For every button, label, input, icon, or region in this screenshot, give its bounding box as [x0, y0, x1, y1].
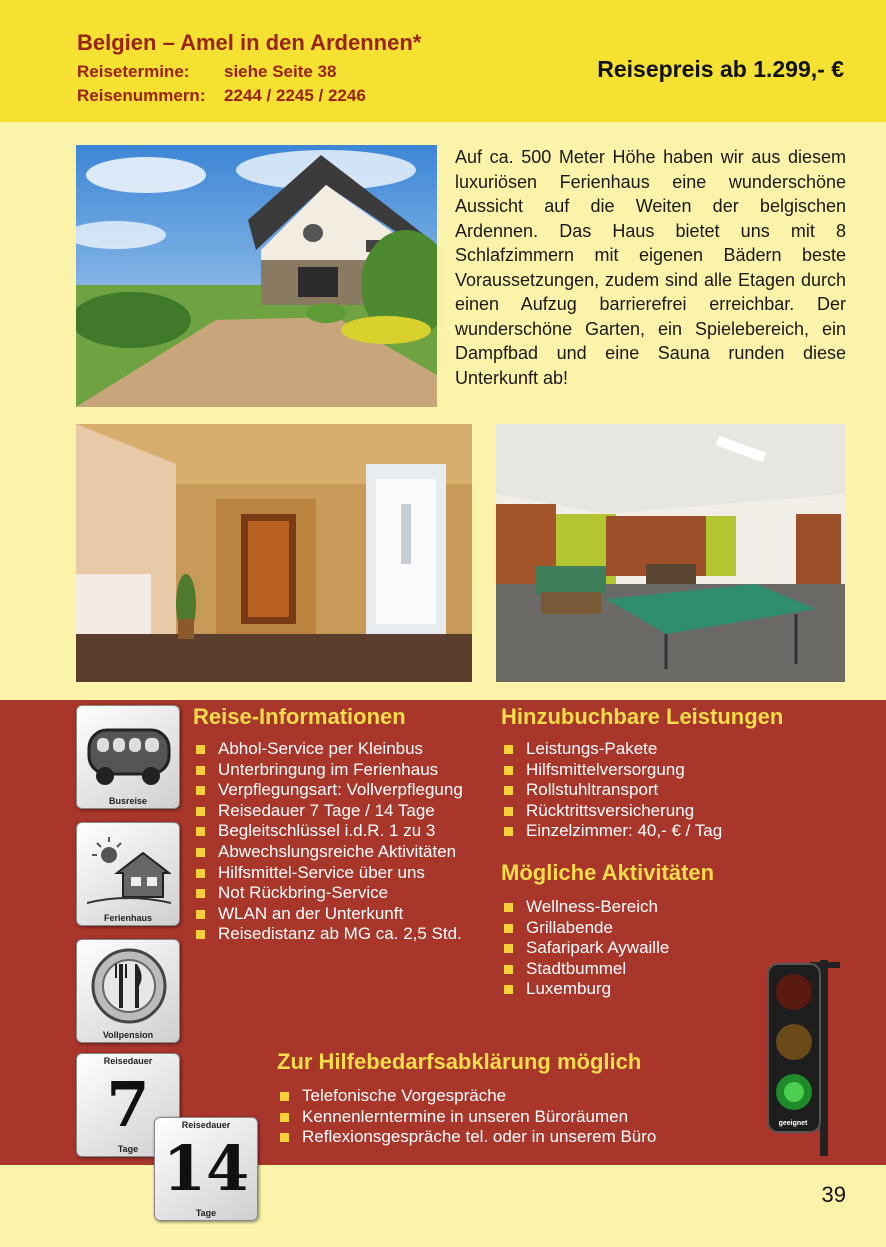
traffic-light-icon — [766, 958, 844, 1158]
bus-icon — [85, 722, 173, 788]
list-item: Einzelzimmer: 40,- € / Tag — [504, 821, 722, 842]
travel-numbers — [77, 86, 366, 106]
list-item: WLAN an der Unterkunft — [196, 904, 463, 925]
duration-7-bottom-label: Tage — [117, 1144, 139, 1154]
house-badge-label: Ferienhaus — [103, 913, 152, 923]
duration-7-number: 7 — [106, 1068, 150, 1141]
meal-badge-label: Vollpension — [102, 1030, 154, 1040]
travel-price: Reisepreis ab 1.299,- € — [597, 56, 844, 82]
list-item: Safaripark Aywaille — [504, 938, 669, 959]
duration-14-number: 14 — [162, 1132, 250, 1205]
list-item: Kennenlerntermine in unseren Büroräumen — [280, 1107, 656, 1128]
travel-dates-value: siehe Seite 38 — [224, 62, 337, 81]
page-title: Belgien – Amel in den Ardennen* — [77, 30, 422, 55]
activities-list — [504, 897, 669, 1000]
plate-cutlery-icon — [89, 946, 169, 1026]
house-photo — [76, 145, 437, 407]
meal-badge — [76, 939, 180, 1043]
support-needs-heading: Zur Hilfebedarfsabklärung möglich — [277, 1049, 642, 1074]
travel-dates-label: Reisetermine: — [77, 62, 190, 81]
support-needs-list — [280, 1086, 656, 1148]
list-item: Not Rückbring-Service — [196, 883, 463, 904]
list-item: Begleitschlüssel i.d.R. 1 zu 3 — [196, 821, 463, 842]
duration-14-badge — [154, 1117, 258, 1221]
bus-badge — [76, 705, 180, 809]
list-item: Reisedauer 7 Tage / 14 Tage — [196, 801, 463, 822]
list-item: Rollstuhltransport — [504, 780, 722, 801]
list-item: Hilfsmittelversorgung — [504, 760, 722, 781]
list-item: Telefonische Vorgespräche — [280, 1086, 656, 1107]
list-item: Wellness-Bereich — [504, 897, 669, 918]
activities-heading: Mögliche Aktivitäten — [501, 860, 715, 885]
list-item: Reflexionsgespräche tel. oder in unserem Büro — [280, 1127, 656, 1148]
list-item: Verpflegungsart: Vollverpflegung — [196, 780, 463, 801]
page-number: 39 — [821, 1182, 846, 1207]
sauna-photo — [76, 424, 472, 682]
list-item: Abhol-Service per Kleinbus — [196, 739, 463, 760]
list-item: Stadtbummel — [504, 959, 669, 980]
list-item: Rücktrittsversicherung — [504, 801, 722, 822]
list-item: Luxemburg — [504, 979, 669, 1000]
travel-info-list — [196, 739, 463, 945]
list-item: Grillabende — [504, 918, 669, 939]
list-item: Unterbringung im Ferienhaus — [196, 760, 463, 781]
travel-numbers-label: Reisenummern: — [77, 86, 206, 105]
travel-numbers-value: 2244 / 2245 / 2246 — [224, 86, 366, 105]
list-item: Abwechslungsreiche Aktivitäten — [196, 842, 463, 863]
list-item: Reisedistanz ab MG ca. 2,5 Std. — [196, 924, 463, 945]
bus-badge-label: Busreise — [108, 796, 148, 806]
holiday-house-icon — [87, 833, 171, 909]
travel-info-heading: Reise-Informationen — [193, 704, 406, 729]
house-badge — [76, 822, 180, 926]
duration-14-top-label: Reisedauer — [181, 1120, 231, 1130]
traffic-light-label: geeignet — [778, 1120, 808, 1127]
duration-14-bottom-label: Tage — [195, 1208, 217, 1218]
bookable-services-heading: Hinzubuchbare Leistungen — [501, 704, 784, 729]
description-text: Auf ca. 500 Meter Höhe haben wir aus diesem luxuriösen Ferienhaus eine wunderschöne Aussicht auf die Weiten der belgischen Ardennen. Das Haus bietet uns mit 8 Schlafzimmern mit eigenen Bädern beste Voraussetzungen, zudem sind alle Etagen durch einen Aufzug barrierefrei erreichbar. Der wunderschöne Garten, ein Spielebereich, ein Dampfbad und eine Sauna runden diese Unterkunft ab! — [455, 147, 846, 388]
list-item: Leistungs-Pakete — [504, 739, 722, 760]
duration-7-top-label: Reisedauer — [103, 1056, 153, 1066]
travel-dates — [77, 62, 337, 82]
list-item: Hilfsmittel-Service über uns — [196, 863, 463, 884]
gameroom-photo — [496, 424, 845, 682]
bookable-services-list — [504, 739, 722, 842]
